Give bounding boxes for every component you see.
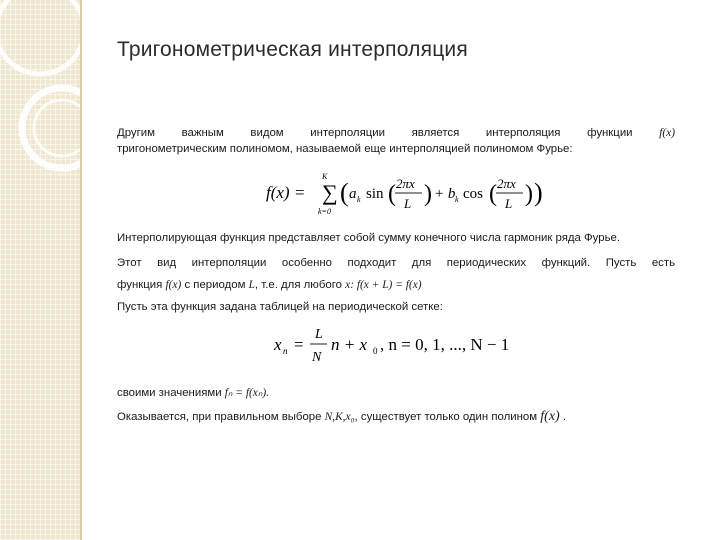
p5-text: своими значениями <box>117 387 222 399</box>
p3-fx: f(x) <box>165 279 182 291</box>
formula2-rest: n + x <box>331 335 368 354</box>
svg-text:(: ( <box>388 181 396 207</box>
formula2-zero-sub: 0 <box>373 346 378 356</box>
p6-text-b: , существует только один полином <box>354 411 538 423</box>
p3-text-a: функция <box>117 279 163 291</box>
p3-L: L <box>248 279 255 291</box>
formula1-cos: cos <box>463 186 483 202</box>
paragraph-3-line-1: Этот вид интерполяции особенно подходит для периодических функций. Пусть есть <box>117 257 675 269</box>
formula1-a: a <box>349 186 357 202</box>
paragraph-5 <box>117 385 675 401</box>
function-fx: f(x) <box>659 127 675 139</box>
decorative-sidebar <box>0 0 80 540</box>
formula1-lhs: f(x) = <box>266 183 306 202</box>
formula2-eq: = <box>294 335 304 354</box>
formula2-den: N <box>312 350 322 365</box>
paragraph-3-line-2 <box>117 277 675 293</box>
formula1-den2: L <box>505 196 513 211</box>
formula1-sin: sin <box>366 186 384 202</box>
fourier-formula <box>117 167 675 219</box>
formula1-num2: 2πx <box>497 176 516 191</box>
paragraph-1-text: Другим важным видом интерполяции является интерполяция функции <box>117 127 633 139</box>
page-title: Тригонометрическая интерполяция <box>117 38 468 61</box>
sidebar-divider <box>80 0 82 540</box>
p6-params: N,K,x₀ <box>324 411 355 423</box>
p6-end: . <box>562 411 567 423</box>
p3-text-c: , т.е. для любого <box>254 279 342 291</box>
paragraph-1-line-1 <box>117 125 675 141</box>
decorative-circles <box>0 0 80 540</box>
formula1-den1: L <box>404 196 412 211</box>
formula1-k1: k <box>357 195 361 204</box>
p3-text-b: с периодом <box>184 279 246 291</box>
svg-text:(: ( <box>489 181 497 207</box>
formula1-num1: 2πx <box>396 176 415 191</box>
svg-text:∑: ∑ <box>322 180 338 205</box>
formula1-k2: k <box>455 195 459 204</box>
paragraph-1-line-2: тригонометрическим полиномом, называемой еще интерполяцией полиномом Фурье: <box>117 143 573 155</box>
svg-text:): ) <box>525 181 533 207</box>
formula2-n-sub: n <box>283 346 288 356</box>
formula2-tail: , n = 0, 1, ..., N − 1 <box>380 335 510 354</box>
paragraph-6 <box>117 409 675 425</box>
svg-text:(: ( <box>340 178 349 207</box>
grid-formula <box>117 319 675 371</box>
p3-periodicity: : f(x + L) = f(x) <box>350 279 422 291</box>
formula1-sum-top: K <box>322 172 328 181</box>
svg-text:): ) <box>424 181 432 207</box>
formula2-x: x <box>274 335 282 354</box>
slide-body <box>117 125 675 425</box>
p6-fx: f(x) <box>540 409 560 424</box>
svg-text:): ) <box>534 178 543 207</box>
formula1-b: + b <box>434 186 456 202</box>
p6-text-a: Оказывается, при правильном выборе <box>117 411 322 423</box>
p5-values: fₙ = f(xₙ). <box>224 387 270 399</box>
p3-x: x <box>345 279 351 291</box>
paragraph-2: Интерполирующая функция представляет собой сумму конечного числа гармоник ряда Фурье. <box>117 232 621 244</box>
paragraph-4: Пусть эта функция задана таблицей на периодической сетке: <box>117 301 443 313</box>
formula1-sum-bottom: k=0 <box>318 207 331 216</box>
formula2-num: L <box>315 327 323 342</box>
